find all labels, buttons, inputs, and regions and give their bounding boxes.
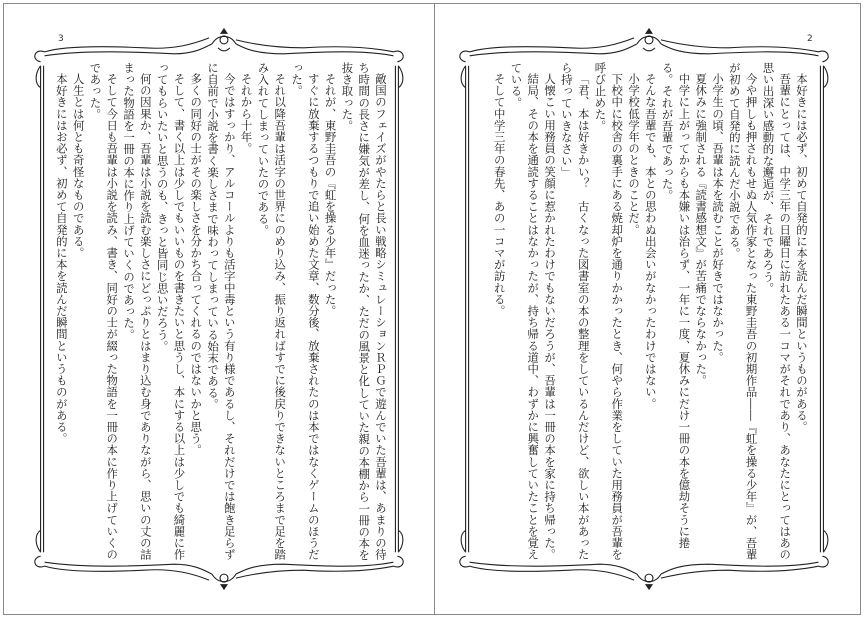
page-right (435, 4, 864, 614)
paragraph: すぐに放棄するつもりで追い始めた文章、数分後、放棄されたのは本ではなくゲームのほうだった。 (290, 62, 321, 561)
paragraph: そして今日も吾輩は小説を読み、書き、同好の士が綴った物語を一冊の本に作り上げていくのであった。 (88, 62, 120, 561)
paragraph: 夏休みに強制される『読書感想文』が苦痛でならなかった。 (694, 73, 709, 387)
page-left (4, 4, 433, 614)
paragraph: そして、書く以上は少しでもいいものを書きたいと思うし、本にする以上は少しでも綺麗に作ってもらいたいと思うのも、きっと皆同じ思いだろう。 (155, 62, 187, 561)
paragraph: 下校中に校舎の裏手にある焼却炉を通りかかったとき、何やら作業をしていた用務員が吾輩を呼び止めた。 (593, 62, 625, 561)
paragraph: それから十年。 (239, 73, 254, 155)
body-text-left (54, 62, 389, 562)
book-spread (3, 3, 861, 615)
paragraph: 今ではすっかり、アルコールよりも活字中毒という有り様であるし、それだけでは飽き足らずに自前で小説を書く楽しさまで味わってしまっている始末である。 (206, 62, 237, 561)
paragraph: 人生とは何とも奇怪なものである。 (71, 73, 86, 259)
page-number: 2 (807, 34, 813, 44)
body-text-right (480, 62, 810, 562)
paragraph: 本好きには必ず、初めて自発的に本を読んだ瞬間というものがある。 (795, 73, 809, 433)
paragraph: 吾輩にとっては、中学三年の日曜日に訪れたある一コマがそれであり、あなたにとってはあの思い出深い感動的な邂逅が、それであろう。 (761, 62, 793, 561)
paragraph: 本好きにはお必ず、初めて自発的に本を読んだ瞬間というものがある。 (54, 73, 69, 445)
paragraph: 「君、本は好きかい？ 古くなった図書室の本の整理をしているんだけど、欲しい本があったら持っていきなさい」 (559, 62, 591, 561)
paragraph: 中学に上がってからも本嫌いは治らず、一年に一度、夏休みにだけ一冊の本を億劫そうに捲る。それが吾輩であった。 (660, 62, 692, 549)
page-number: 3 (58, 34, 64, 44)
paragraph: それが、東野圭吾の『虹を操る少年』だった。 (323, 73, 338, 317)
paragraph: 人懐こい用務員の笑顔に惹かれたわけでもないだろうが、吾輩は一冊の本を家に持ち帰った。 (543, 73, 558, 561)
paragraph: 多くの同好の士がその楽しさを分かち合ってくれるのではないかと思う。 (189, 73, 204, 457)
paragraph: 何の因果か、吾輩は小説を読む楽しさにどっぷりとはまり込む身でありながら、思いの丈の詰まった物語を一冊の本に作り上げていくのであった。 (122, 62, 153, 561)
paragraph: 敵国のフェイズがやたらと長い戦略シミュレーションＲＰＧで遊んでいた吾輩は、あまりの待ち時間の長さに嫌気が差し、何を血迷ったか、ただの風景と化していた親の本棚から一冊の本を抜き取った。 (340, 62, 388, 561)
paragraph: 小学校低学年のときのことだ。 (627, 73, 642, 236)
paragraph: そんな吾輩でも、本との思わぬ出会いがなかったわけではない。 (643, 73, 658, 410)
paragraph: 結局、その本を通読することはなかったが、持ち帰る道中、わずかに興奮していたことを覚えている。 (509, 62, 541, 561)
paragraph: 小学生の頃、吾輩は本を読むことが好きではなかった。 (711, 73, 726, 364)
paragraph: それ以降吾輩は活字の世界にのめり込み、振り返ればすでに後戻りできないところまで足を踏み入れてしまっていたのである。 (256, 62, 288, 561)
paragraph: 今や押しも押されもせぬ人気作家となった東野圭吾の初期作品――『虹を操る少年』が、吾輩が初めて自発的に読んだ小説である。 (727, 62, 759, 561)
paragraph: そして中学三年の春先、あの一コマが訪れる。 (492, 73, 507, 317)
